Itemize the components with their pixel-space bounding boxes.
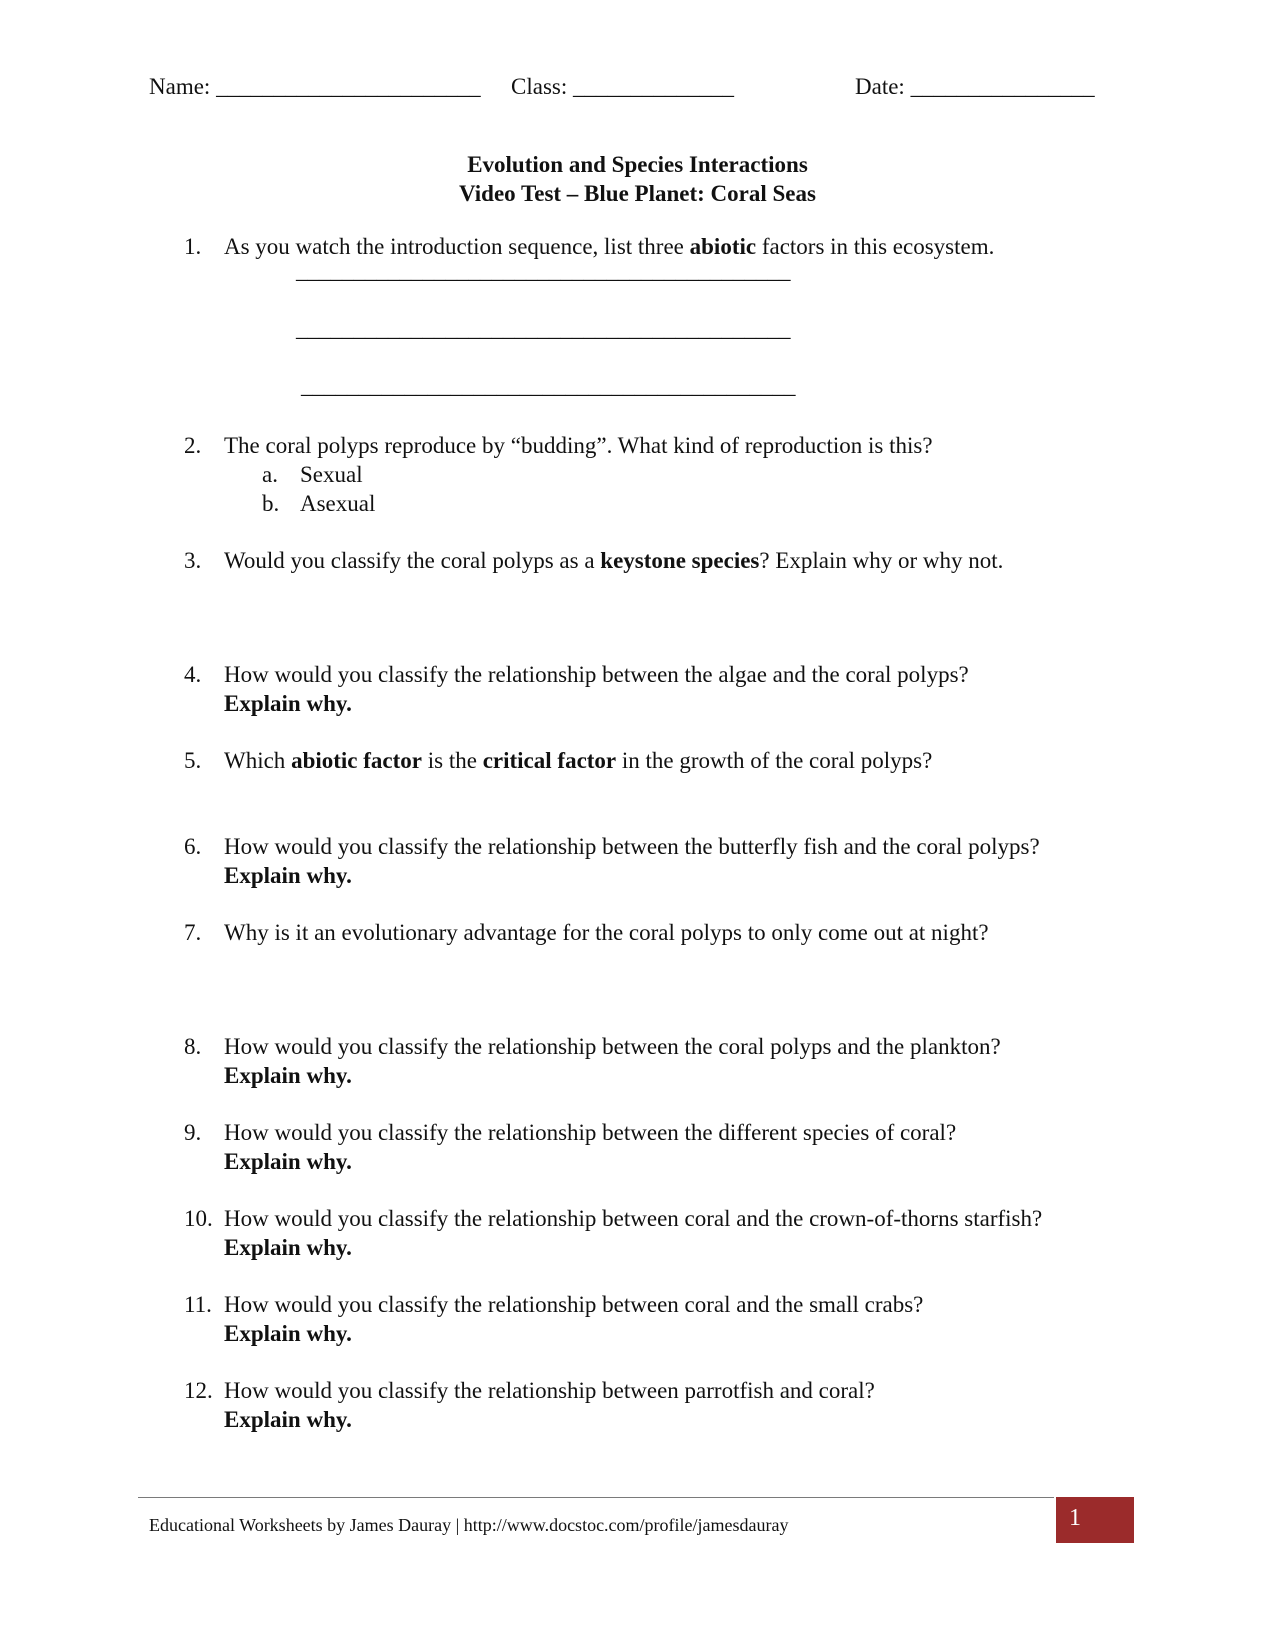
title-line-2: Video Test – Blue Planet: Coral Seas [459, 181, 816, 206]
question-number: 9. [184, 1120, 202, 1145]
page-number: 1 [1069, 1505, 1081, 1531]
question-number: 3. [184, 548, 202, 573]
question-text: How would you classify the relationship between parrotfish and coral? [224, 1378, 875, 1403]
question-12 [184, 1376, 1124, 1434]
name-label: Name: [149, 74, 211, 99]
question-10 [184, 1204, 1124, 1262]
question-number: 10. [184, 1206, 213, 1231]
explain-prompt: Explain why. [224, 1235, 352, 1260]
keyword-critical-factor: critical factor [482, 748, 617, 773]
answer-blank-2[interactable]: ___________________________________________ [296, 316, 791, 341]
worksheet-title [0, 150, 1275, 208]
question-text: How would you classify the relationship between the different species of coral? [224, 1120, 957, 1145]
question-6 [184, 832, 1124, 890]
choice-a[interactable] [262, 460, 363, 489]
question-4 [184, 660, 1124, 718]
question-text: How would you classify the relationship between the algae and the coral polyps? [224, 662, 969, 687]
answer-blank-1[interactable]: ___________________________________________ [296, 258, 791, 283]
page-number-badge [1056, 1497, 1134, 1543]
question-number: 11. [184, 1292, 212, 1317]
question-text: How would you classify the relationship between coral and the crown-of-thorns starfish? [224, 1206, 1043, 1231]
explain-prompt: Explain why. [224, 1063, 352, 1088]
explain-prompt: Explain why. [224, 1149, 352, 1174]
keyword-keystone-species: keystone species [600, 548, 760, 573]
question-9 [184, 1118, 1124, 1176]
name-field [149, 74, 481, 100]
question-7 [184, 918, 1124, 947]
explain-prompt: Explain why. [224, 1321, 352, 1346]
footer-credit: Educational Worksheets by James Dauray | http://www.docstoc.com/profile/jamesdauray [149, 1515, 789, 1535]
question-1 [184, 232, 1124, 261]
question-11 [184, 1290, 1124, 1348]
date-blank: ________________ [910, 74, 1095, 99]
date-field [855, 74, 1095, 100]
title-line-1: Evolution and Species Interactions [467, 152, 808, 177]
keyword-abiotic: abiotic [689, 234, 757, 259]
explain-prompt: Explain why. [224, 863, 352, 888]
choice-b[interactable] [262, 489, 375, 518]
question-number: 5. [184, 748, 202, 773]
question-number: 8. [184, 1034, 202, 1059]
question-text: Why is it an evolutionary advantage for the coral polyps to only come out at night? [224, 920, 989, 945]
question-number: 7. [184, 920, 202, 945]
choice-letter: b. [262, 491, 280, 516]
question-8 [184, 1032, 1124, 1090]
question-text: Would you classify the coral polyps as a keystone species? Explain why or why not. [224, 548, 1004, 573]
question-number: 12. [184, 1378, 213, 1403]
question-text: Which abiotic factor is the critical factor in the growth of the coral polyps? [224, 748, 933, 773]
choice-letter: a. [262, 462, 278, 487]
answer-blank-3[interactable]: ___________________________________________ [301, 373, 796, 398]
question-text: The coral polyps reproduce by “budding”. What kind of reproduction is this? [224, 433, 933, 458]
date-label: Date: [855, 74, 905, 99]
footer-divider [138, 1497, 1054, 1498]
question-number: 1. [184, 234, 202, 259]
question-3 [184, 546, 1124, 575]
class-label: Class: [511, 74, 568, 99]
explain-prompt: Explain why. [224, 1407, 352, 1432]
class-blank: ______________ [572, 74, 734, 99]
question-text: How would you classify the relationship between coral and the small crabs? [224, 1292, 924, 1317]
question-number: 4. [184, 662, 202, 687]
name-blank: _______________________ [216, 74, 481, 99]
question-5 [184, 746, 1124, 775]
keyword-abiotic-factor: abiotic factor [291, 748, 422, 773]
question-number: 6. [184, 834, 202, 859]
choice-text: Sexual [300, 462, 363, 487]
header-fields [149, 74, 1129, 104]
explain-prompt: Explain why. [224, 691, 352, 716]
question-text: How would you classify the relationship between the butterfly fish and the coral polyps? [224, 834, 1040, 859]
class-field [511, 74, 734, 100]
question-2 [184, 431, 1124, 460]
question-text: How would you classify the relationship between the coral polyps and the plankton? [224, 1034, 1001, 1059]
question-text: As you watch the introduction sequence, list three abiotic factors in this ecosystem. [224, 234, 995, 259]
question-number: 2. [184, 433, 202, 458]
choice-text: Asexual [300, 491, 376, 516]
